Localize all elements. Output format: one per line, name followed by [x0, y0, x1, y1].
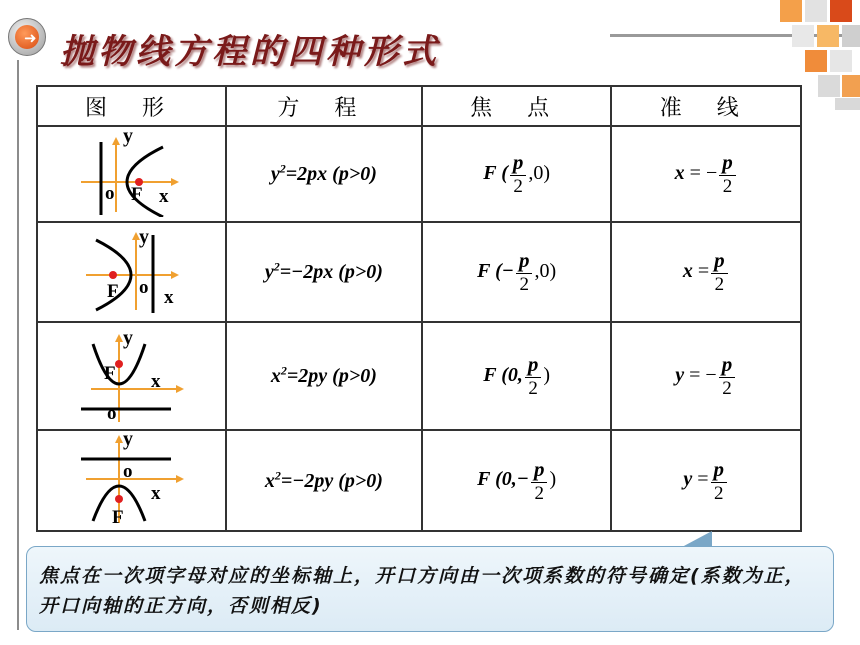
equation-cell	[226, 322, 422, 430]
focus-den: 2	[513, 176, 523, 197]
dir-den: 2	[714, 482, 724, 504]
equation-cell	[226, 222, 422, 322]
eq-rhs: =−2py (p>0)	[280, 469, 383, 492]
dir-den: 2	[722, 378, 732, 399]
callout-tail	[682, 531, 712, 547]
back-button[interactable]	[8, 18, 46, 56]
summary-text: 焦点在一次项字母对应的坐标轴上，开口方向由一次项系数的符号确定(系数为正，开口向轴的正方向，否则相反)	[39, 565, 806, 617]
focus-num: p	[510, 150, 527, 176]
graph-label-x: x	[164, 287, 174, 308]
focus-suffix: )	[549, 468, 557, 491]
dir-rel: =	[697, 259, 710, 282]
graph-right	[37, 126, 226, 222]
graph-label-F: F	[107, 281, 120, 302]
header-graph: 图 形	[37, 86, 226, 126]
dir-num: p	[711, 457, 728, 483]
graph-down	[37, 430, 226, 531]
page-title: 抛物线方程的四种形式	[60, 32, 440, 72]
graph-label-o: o	[105, 183, 115, 204]
focus-num: p	[531, 457, 548, 483]
focus-den: 2	[519, 274, 529, 295]
focus-suffix: ,0)	[534, 259, 557, 282]
dir-rel: =	[697, 468, 709, 491]
graph-label-x: x	[151, 483, 161, 504]
dir-num: p	[719, 150, 736, 176]
graph-label-o: o	[107, 403, 117, 424]
directrix-cell	[611, 322, 801, 430]
graph-label-x: x	[151, 371, 161, 392]
dir-num: p	[711, 248, 728, 274]
dir-den: 2	[722, 176, 733, 197]
dir-rel: = −	[689, 161, 718, 184]
focus-prefix: F (−	[477, 259, 514, 282]
header-focus: 焦 点	[422, 86, 612, 126]
graph-label-y: y	[123, 327, 134, 349]
graph-label-F: F	[104, 363, 117, 384]
parabola-right-graph	[71, 127, 191, 217]
table-row	[37, 322, 801, 430]
dir-rel: = −	[689, 363, 717, 386]
header-equation: 方 程	[226, 86, 422, 126]
eq-rhs: =2py (p>0)	[286, 365, 377, 388]
graph-label-y: y	[123, 127, 134, 147]
eq-lhs: y	[270, 163, 280, 186]
parabola-down-graph	[71, 431, 191, 526]
eq-lhs: x	[264, 469, 275, 492]
summary-callout	[26, 546, 834, 632]
focus-prefix: F (0,	[483, 363, 523, 386]
header-directrix: 准 线	[611, 86, 801, 126]
graph-label-x: x	[159, 186, 169, 207]
eq-exp: 2	[273, 259, 280, 274]
left-divider	[17, 60, 19, 630]
graph-label-y: y	[139, 226, 150, 248]
graph-label-o: o	[139, 277, 149, 298]
parabola-table	[36, 85, 802, 532]
focus-num: p	[525, 352, 542, 378]
table-row	[37, 430, 801, 531]
parabola-up-graph	[71, 324, 191, 424]
focus-cell	[422, 126, 612, 222]
graph-left	[37, 222, 226, 322]
eq-exp: 2	[280, 363, 287, 378]
dir-var: x	[674, 161, 685, 184]
directrix-cell	[611, 126, 801, 222]
focus-prefix: F (0,−	[477, 468, 529, 491]
graph-label-F: F	[131, 184, 144, 205]
focus-den: 2	[534, 482, 544, 504]
eq-exp: 2	[274, 468, 281, 483]
dir-var: y	[675, 363, 685, 386]
eq-lhs: y	[264, 261, 274, 284]
parabola-left-graph	[71, 225, 191, 315]
dir-num: p	[719, 352, 736, 378]
focus-den: 2	[528, 378, 538, 399]
equation-cell	[226, 430, 422, 531]
graph-label-o: o	[123, 461, 133, 482]
eq-lhs: x	[270, 365, 281, 388]
graph-label-F: F	[112, 507, 125, 526]
directrix-cell	[611, 430, 801, 531]
focus-suffix: ,0)	[528, 161, 551, 184]
arrow-icon: ➜	[15, 25, 39, 49]
focus-cell	[422, 322, 612, 430]
equation-cell	[226, 126, 422, 222]
graph-label-y: y	[123, 431, 134, 450]
table-header-row	[37, 86, 801, 126]
graph-up	[37, 322, 226, 430]
table-row	[37, 222, 801, 322]
focus-cell	[422, 222, 612, 322]
dir-var: x	[682, 259, 693, 282]
eq-exp: 2	[279, 161, 286, 176]
focus-cell	[422, 430, 612, 531]
table-row	[37, 126, 801, 222]
eq-rhs: =−2px (p>0)	[279, 261, 383, 284]
focus-num: p	[516, 248, 533, 274]
focus-prefix: F (	[483, 161, 508, 184]
dir-den: 2	[714, 274, 725, 295]
eq-rhs: =2px (p>0)	[285, 163, 377, 186]
focus-suffix: )	[543, 363, 551, 386]
dir-var: y	[683, 468, 693, 491]
directrix-cell	[611, 222, 801, 322]
